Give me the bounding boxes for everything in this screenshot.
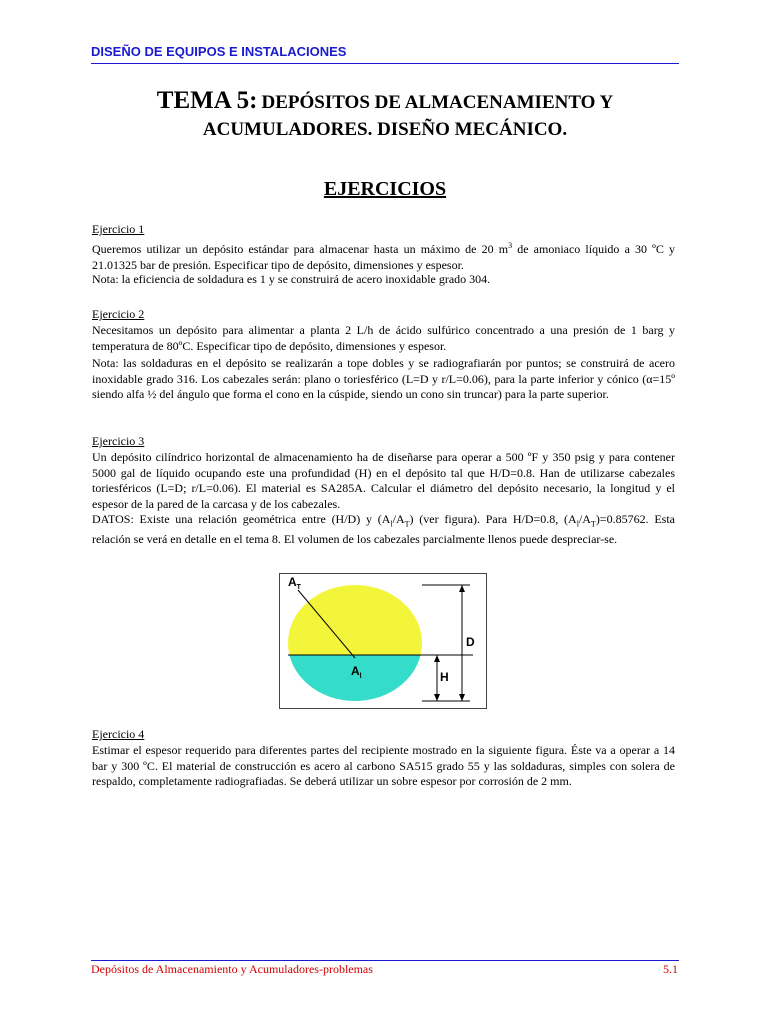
datos-text-b: /A [392,512,405,526]
exercise-2-statement: Necesitamos un depósito para alimentar a planta 2 L/h de ácido sulfúrico concentrado a una presión de 1 barg y temperatura de 80ºC. Especificar tipo de depósito, dimensiones y espesor. [92,323,675,353]
title-line2: ACUMULADORES. DISEÑO MECÁNICO. [202,119,568,140]
exercise-2-title: Ejercicio 2 [92,307,145,321]
exercise-1-superscript: 3 [508,241,513,250]
datos-sub-4: T [590,519,596,529]
footer-divider [91,960,679,961]
running-header: DISEÑO DE EQUIPOS E INSTALACIONES [91,44,347,59]
datos-sub-1: l [390,519,393,529]
datos-text-e: )=0.85762. Esta relación se verá en detalle en el tema 8. El volumen de los cabezales parcialmente llenos puede despreciar-se. [92,512,675,546]
d-arrow-bottom [459,694,465,701]
label-at: $A_T$ [288,575,301,591]
page-title [91,88,679,143]
exercise-1-text-b: de amoniaco líquido a 30 ºC y 21.01325 bar de presión. Especificar tipo de depósito, dimensiones y espesor. [92,242,675,272]
label-al: $A_l$ [351,664,362,680]
h-arrow-bottom [434,694,440,701]
exercise-4-statement: Estimar el espesor requerido para diferentes partes del recipiente mostrado en la siguiente figura. Éste va a operar a 14 bar y 300 ºC. El material de construcción es acero al carbono SA515 grado 55 y las soldaduras, simples con solera de respaldo, completamente radiografiadas. Se deberá utilizar un sobre espesor por corrosión de 2 mm. [92,743,675,788]
exercise-3-title: Ejercicio 3 [92,434,145,448]
datos-text-a: DATOS: Existe una relación geométrica entre (H/D) y (A [92,512,391,526]
label-h: H [440,670,449,684]
section-title: EJERCICIOS [323,178,447,200]
header-divider [91,63,679,64]
label-d: D [466,635,475,649]
d-arrow-top [459,585,465,592]
exercise-1-statement [92,238,675,273]
datos-text-c: ) (ver figura). Para H/D=0.8, (A [409,512,577,526]
exercise-3-data [92,512,675,547]
title-tema: TEMA 5: [156,87,258,114]
running-footer: Depósitos de Almacenamiento y Acumuladores-problemas [91,962,373,976]
title-line1: DEPÓSITOS DE ALMACENAMIENTO Y [261,92,614,113]
exercise-4-title: Ejercicio 4 [92,727,145,741]
h-arrow-top [434,655,440,662]
datos-sub-3: l [576,519,579,529]
exercise-1-title: Ejercicio 1 [92,222,145,236]
page-number: 5.1 [663,962,678,976]
exercise-1-note: Nota: la eficiencia de soldadura es 1 y se construirá de acero inoxidable grado 304. [92,272,491,286]
exercise-3-statement: Un depósito cilíndrico horizontal de almacenamiento ha de diseñarse para operar a 500 ºF y 350 psig y para contener 5000 gal de líquido ocupando este una profundidad (H) en el depósito tal que H/D=0.8. Han de utilizarse cabezales toriesféricos (L=D; r/L=0.06). El material es SA285A. Calcular el diámetro del depósito necesario, la longitud y el espesor de la pared de la carcasa y de los cabezales. [92,450,675,511]
tank-cross-section-figure [279,573,487,709]
tank-diagram [280,574,486,708]
exercise-1-text-a: Queremos utilizar un depósito estándar para almacenar hasta un máximo de 20 m [92,242,509,256]
exercise-2-note: Nota: las soldaduras en el depósito se realizarán a tope dobles y se radiografiarán por puntos; se construirá de acero inoxidable grado 316. Los cabezales serán: plano o toriesférico (L=D y r/L=0.06), para la parte inferior y cónico (α=15º siendo alfa ½ del ángulo que forma el cono en la cúspide, siendo un cono sin truncar) para la parte superior. [92,356,675,401]
datos-text-d: /A [578,512,591,526]
datos-sub-2: T [404,519,410,529]
